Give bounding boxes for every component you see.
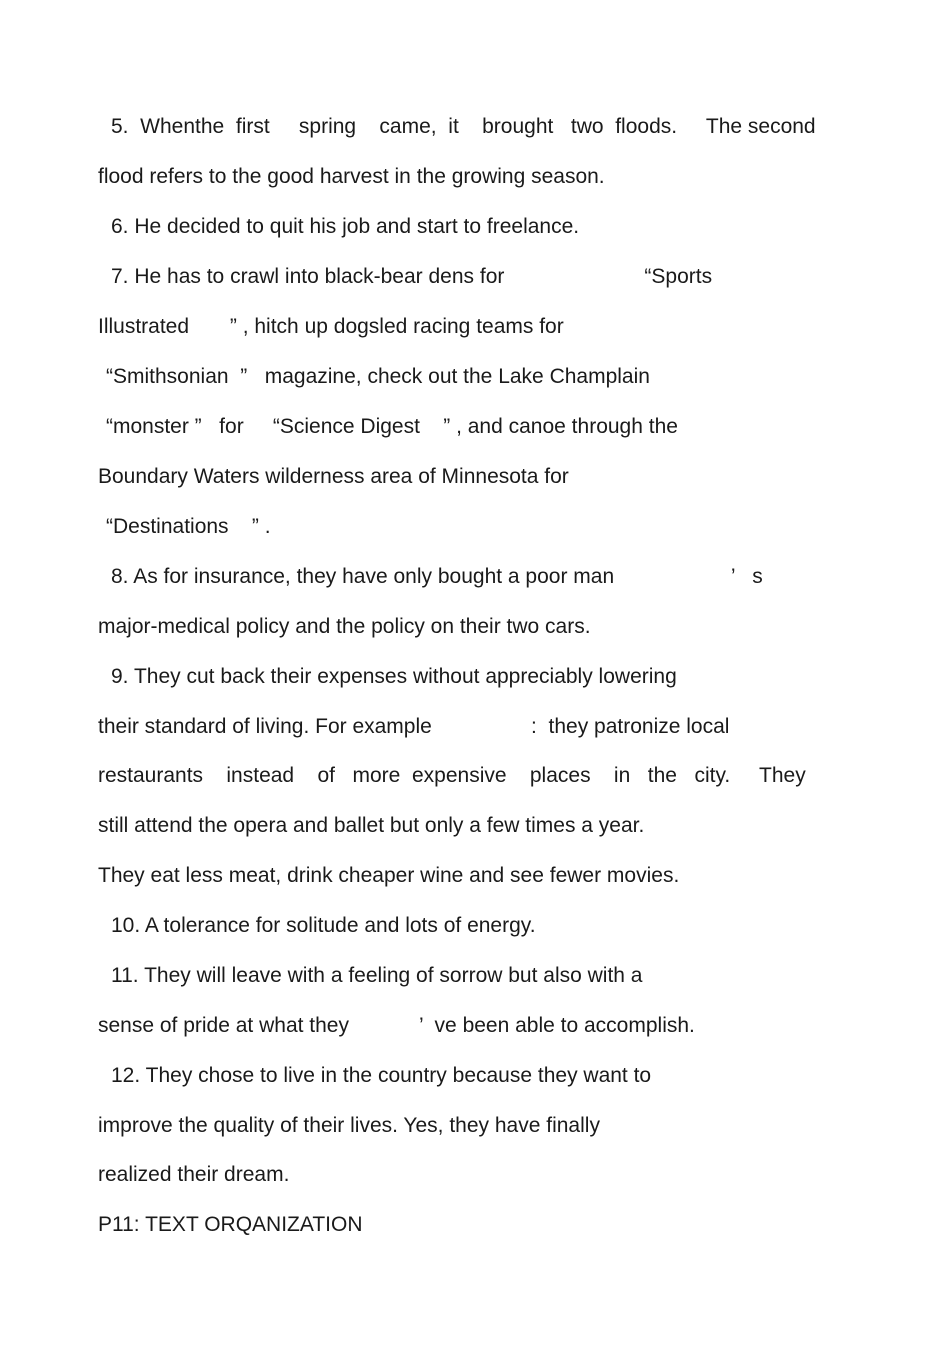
answer-9-line-5: They eat less meat, drink cheaper wine and see fewer movies. <box>98 864 680 887</box>
answer-9-line-3: restaurants instead of more expensive places in the city. They <box>98 764 806 787</box>
answer-7-line-6: “Destinations ” . <box>106 515 271 538</box>
answer-5-line-1: 5. Whenthe first spring came, it brought two floods. The second <box>111 115 816 138</box>
answer-9-line-2: their standard of living. For example : they patronize local <box>98 715 730 738</box>
answer-6-line-1: 6. He decided to quit his job and start to freelance. <box>111 215 580 238</box>
answer-8-line-2: major-medical policy and the policy on their two cars. <box>98 615 591 638</box>
answer-7-line-4: “monster ” for “Science Digest ” , and canoe through the <box>106 415 678 438</box>
answer-10-line-1: 10. A tolerance for solitude and lots of energy. <box>111 914 536 937</box>
answer-11-line-2: sense of pride at what they ’ ve been able to accomplish. <box>98 1014 695 1037</box>
answer-12-line-1: 12. They chose to live in the country because they want to <box>111 1064 652 1087</box>
answer-7-line-1: 7. He has to crawl into black-bear dens for “Sports <box>111 265 713 288</box>
answer-7-line-3: “Smithsonian ” magazine, check out the Lake Champlain <box>106 365 650 388</box>
answer-7-line-2: Illustrated ” , hitch up dogsled racing teams for <box>98 315 564 338</box>
answer-9-line-4: still attend the opera and ballet but only a few times a year. <box>98 814 645 837</box>
answer-12-line-3: realized their dream. <box>98 1163 290 1186</box>
section-heading: P11: TEXT ORQANIZATION <box>98 1213 363 1236</box>
answer-7-line-5: Boundary Waters wilderness area of Minnesota for <box>98 465 569 488</box>
answer-8-line-1: 8. As for insurance, they have only bought a poor man ’ s <box>111 565 763 588</box>
answer-5-line-2: flood refers to the good harvest in the growing season. <box>98 165 605 188</box>
answer-11-line-1: 11. They will leave with a feeling of sorrow but also with a <box>111 964 643 987</box>
answer-9-line-1: 9. They cut back their expenses without appreciably lowering <box>111 665 677 688</box>
answer-12-line-2: improve the quality of their lives. Yes, they have finally <box>98 1114 600 1137</box>
